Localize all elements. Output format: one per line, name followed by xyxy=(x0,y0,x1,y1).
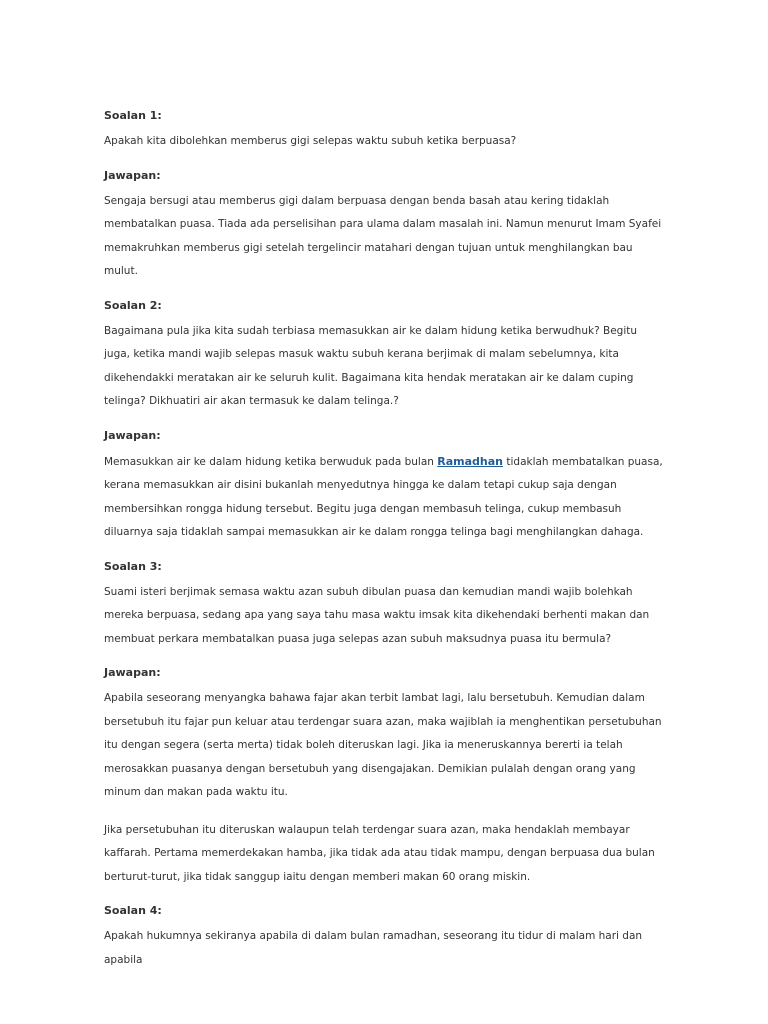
answer-2 xyxy=(104,426,664,545)
answer-3 xyxy=(104,663,664,805)
question-1 xyxy=(104,106,664,154)
answer-2-text-before: Memasukkan air ke dalam hidung ketika berwuduk pada bulan xyxy=(104,455,438,468)
answer-3-text-2: Jika persetubuhan itu diteruskan walaupun telah terdengar suara azan, maka hendaklah membayar kaffarah. Pertama memerdekakan hamba, jika tidak ada atau tidak mampu, dengan berpuasa dua bulan berturut-turut, jika tidak sanggup iaitu dengan memberi makan 60 orang miskin. xyxy=(104,823,655,883)
question-2-heading: Soalan 2: xyxy=(104,298,162,312)
document-page xyxy=(104,106,664,984)
question-1-text: Apakah kita dibolehkan memberus gigi selepas waktu subuh ketika berpuasa? xyxy=(104,135,517,147)
question-2 xyxy=(104,296,664,414)
ramadhan-link[interactable]: Ramadhan xyxy=(437,454,504,468)
question-1-heading: Soalan 1: xyxy=(104,109,162,122)
question-3-heading: Soalan 3: xyxy=(104,559,162,573)
question-3 xyxy=(104,557,664,652)
question-2-text: Bagaimana pula jika kita sudah terbiasa memasukkan air ke dalam hidung ketika berwudhuk? Begitu juga, ketika mandi wajib selepas masuk waktu subuh kerana berjimak di malam sebelumnya, kita dikehendakki meratakan air ke seluruh kulit. Bagaimana kita hendak meratakan air ke dalam cuping telinga? Dikhuatiri air akan termasuk ke dalam telinga.? xyxy=(104,324,638,407)
answer-3-heading: Jawapan: xyxy=(104,666,161,679)
answer-1-heading: Jawapan: xyxy=(104,168,161,182)
answer-1-text: Sengaja bersugi atau memberus gigi dalam berpuasa dengan benda basah atau kering tidaklah membatalkan puasa. Tiada ada perselisihan para ulama dalam masalah ini. Namun menurut Imam Syafei memakruhkan memberus gigi setelah tergelincir matahari dengan tujuan untuk menghilangkan bau mulut. xyxy=(104,194,662,277)
answer-3-text: Apabila seseorang menyangka bahawa fajar akan terbit lambat lagi, lalu bersetubuh. Kemudian dalam bersetubuh itu fajar pun keluar atau terdengar suara azan, maka wajiblah ia menghentikan persetubuhan itu dengan segera (serta merta) tidak boleh diteruskan lagi. Jika ia meneruskannya bererti ia telah merosakkan puasanya dengan bersetubuh yang disengajakan. Demikian pulalah dengan orang yang minum dan makan pada waktu itu. xyxy=(104,692,662,798)
answer-2-text xyxy=(104,450,664,545)
answer-3-continued xyxy=(104,819,664,890)
question-4-heading: Soalan 4: xyxy=(104,904,162,917)
question-3-text: Suami isteri berjimak semasa waktu azan subuh dibulan puasa dan kemudian mandi wajib bolehkah mereka berpuasa, sedang apa yang saya tahu masa waktu imsak kita dikehendaki berhenti makan dan membuat perkara membatalkan puasa juga selepas azan subuh maksudnya puasa itu bermula? xyxy=(104,585,650,645)
answer-2-text-after: tidaklah membatalkan puasa, kerana memasukkan air disini bukanlah menyedutnya hingga ke dalam tetapi cukup saja dengan membersihkan rongga hidung tersebut. Begitu juga dengan membasuh telinga, cukup membasuh diluarnya saja tidaklah sampai memasukkan air ke dalam rongga telinga bagi menghilangkan dahaga. xyxy=(104,455,663,538)
answer-1 xyxy=(104,166,664,284)
question-4 xyxy=(104,901,664,972)
answer-2-heading: Jawapan: xyxy=(104,428,161,442)
question-4-text: Apakah hukumnya sekiranya apabila di dalam bulan ramadhan, seseorang itu tidur di malam hari dan apabila xyxy=(104,930,643,966)
